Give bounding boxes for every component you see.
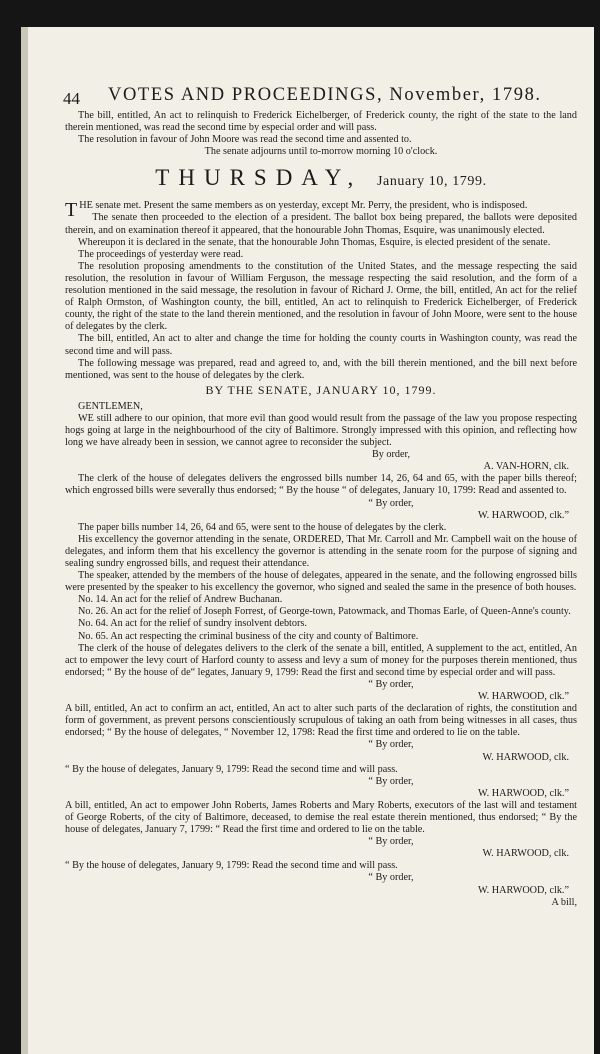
paragraph: The resolution in favour of John Moore was read the second time and assented to. <box>78 134 412 146</box>
paragraph-group-a <box>65 212 577 381</box>
paragraph: A bill, entitled, An act to confirm an act, entitled, An act to alter such parts of the declaration of rights, the constitution and form of government, as prevent persons conscientiously scrupulous of taking an oath from being witnesses in all cases, thus endorsed; “ By the house of delegates, “ November 12, 1798: Read the first time and ordered to lie on the table. <box>65 703 577 739</box>
adjournment-line: The senate adjourns until to-morrow morning 10 o'clock. <box>204 146 438 158</box>
paragraph: No. 64. An act for the relief of sundry insolvent debtors. <box>78 618 307 630</box>
page-body <box>65 110 577 909</box>
by-order: “ By order, <box>368 872 414 884</box>
running-head: VOTES AND PROCEEDINGS, November, 1798. <box>108 85 542 105</box>
signatory: W. HARWOOD, clk.” <box>477 691 569 703</box>
drop-cap: T <box>65 199 78 222</box>
paragraph: The proceedings of yesterday were read. <box>78 248 244 260</box>
paragraph: The clerk of the house of delegates delivers the engrossed bills number 14, 26, 64 and 65, with the paper bills thereof; which engrossed bills were severally thus endorsed; “ By the house “ of delegates, January 10, 1799: Read and assented to. <box>65 473 577 497</box>
message-heading: BY THE SENATE, JANUARY 10, 1799. <box>205 382 437 397</box>
by-order: “ By order, <box>368 678 414 690</box>
paragraph: Whereupon it is declared in the senate, that the honourable John Thomas, Esquire, is elected president of the senate. <box>78 236 551 248</box>
by-order: “ By order, <box>368 739 414 751</box>
paragraph: The following message was prepared, read and agreed to, and, with the bill therein mentioned, and the bill next before mentioned, was sent to the house of delegates by the clerk. <box>65 357 577 381</box>
date-heading <box>65 164 577 196</box>
paragraph: The bill, entitled, An act to relinquish to Frederick Eichelberger, of Frederick county, the right of the state to the land therein mentioned, was read the second time by especial order and will pass. <box>65 110 577 134</box>
opening-text: HE senate met. Present the same members as on yesterday, except Mr. Perry, the president, who is indisposed. <box>79 200 528 212</box>
paragraph: No. 14. An act for the relief of Andrew Buchanan. <box>78 594 283 606</box>
signatory: A. VAN-HORN, clk. <box>483 461 569 473</box>
page-header <box>63 85 563 109</box>
paragraph: His excellency the governor attending in the senate, ORDERED, That Mr. Carroll and Mr. Campbell wait on the house of delegates, and inform them that his excellency the governor is attending in the senate room for the purpose of signing and sealing sundry engrossed bills, and request their attendance. <box>65 533 577 569</box>
by-order: “ By order, <box>368 497 414 509</box>
paragraph: No. 26. An act for the relief of Joseph Forrest, of George-town, Patowmack, and Thomas Earle, of Queen-Anne's county. <box>78 606 571 618</box>
by-order: “ By order, <box>368 775 414 787</box>
paragraph: The bill, entitled, An act to alter and change the time for holding the county courts in Washington county, was read the second time and will pass. <box>65 333 577 357</box>
book-page <box>21 27 594 1054</box>
page-gutter-edge <box>21 27 28 1054</box>
paragraph: The senate then proceeded to the election of a president. The ballot box being prepared, the ballots were deposited therein, and on examination thereof it appeared, that the honourable John Thomas, Esquire, was unanimously elected. <box>65 212 577 236</box>
paragraph: “ By the house of delegates, January 9, 1799: Read the second time and will pass. <box>65 860 398 872</box>
paragraph: No. 65. An act respecting the criminal business of the city and county of Baltimore. <box>78 630 419 642</box>
paragraph: The paper bills number 14, 26, 64 and 65, were sent to the house of delegates by the clerk. <box>78 521 447 533</box>
paragraph: The clerk of the house of delegates delivers to the clerk of the senate a bill, entitled, A supplement to the act, entitled, An act to empower the levy court of Harford county to assess and levy a sum of money for the purposes therein mentioned, thus endorsed; “ By the house of de“ legates, January 9, 1799: Read the first and second time by especial order and will pass. <box>65 642 577 678</box>
paragraph: The speaker, attended by the members of the house of delegates, appeared in the senate, and the following engrossed bills were presented by the speaker to his excellency the governor, who signed and sealed the same in the presence of both houses. <box>65 570 577 594</box>
paragraph: The resolution proposing amendments to the constitution of the United States, and the message respecting the said resolution, the resolution in favour of William Ferguson, the message respecting the said resolution, and the form of a resolution mentioned in the said message, the resolution in favour of Richard J. Orme, the bill, entitled, An act for the relief of Ralph Ormston, of Washington county, the bill, entitled, An act to relinquish to Frederick Eichelberger, of Frederick county, the right of the state to the land therein mentioned, and the resolution in favour of John Moore, were sent to the house of delegates by the clerk. <box>65 260 577 333</box>
signatory: W. HARWOOD, clk. <box>482 751 569 763</box>
by-order: “ By order, <box>368 836 414 848</box>
signatory: W. HARWOOD, clk.” <box>477 884 569 896</box>
paragraph: A bill, entitled, An act to empower John Roberts, James Roberts and Mary Roberts, executors of the last will and testament of George Roberts, of the city of Baltimore, deceased, to demise the real estate therein mentioned, thus endorsed; “ By the house of delegates, January 7, 1799: “ Read the first time and ordered to lie on the table. <box>65 799 577 836</box>
message-salutation: GENTLEMEN, <box>78 400 143 412</box>
signatory: W. HARWOOD, clk.” <box>477 509 569 521</box>
signatory: W. HARWOOD, clk. <box>482 848 569 860</box>
signatory: W. HARWOOD, clk.” <box>477 787 569 799</box>
paragraph-group-b <box>65 473 577 896</box>
paragraph: “ By the house of delegates, January 9, 1799: Read the second time and will pass. <box>65 763 398 775</box>
opening-paragraph <box>65 199 577 222</box>
by-order: By order, <box>371 449 411 461</box>
date-heading-day: THURSDAY, <box>155 165 363 191</box>
catchword: A bill, <box>551 896 577 908</box>
date-heading-date: January 10, 1799. <box>376 174 487 190</box>
message-body: WE still adhere to our opinion, that more evil than good would result from the passage of the law you propose respecting hogs going at large in the neighbourhood of the city of Baltimore. Strongly impressed with this opinion, and reflecting how long we have already been in session, we cannot agree to reconsider the subject. <box>65 412 577 449</box>
page-number: 44 <box>63 89 80 108</box>
